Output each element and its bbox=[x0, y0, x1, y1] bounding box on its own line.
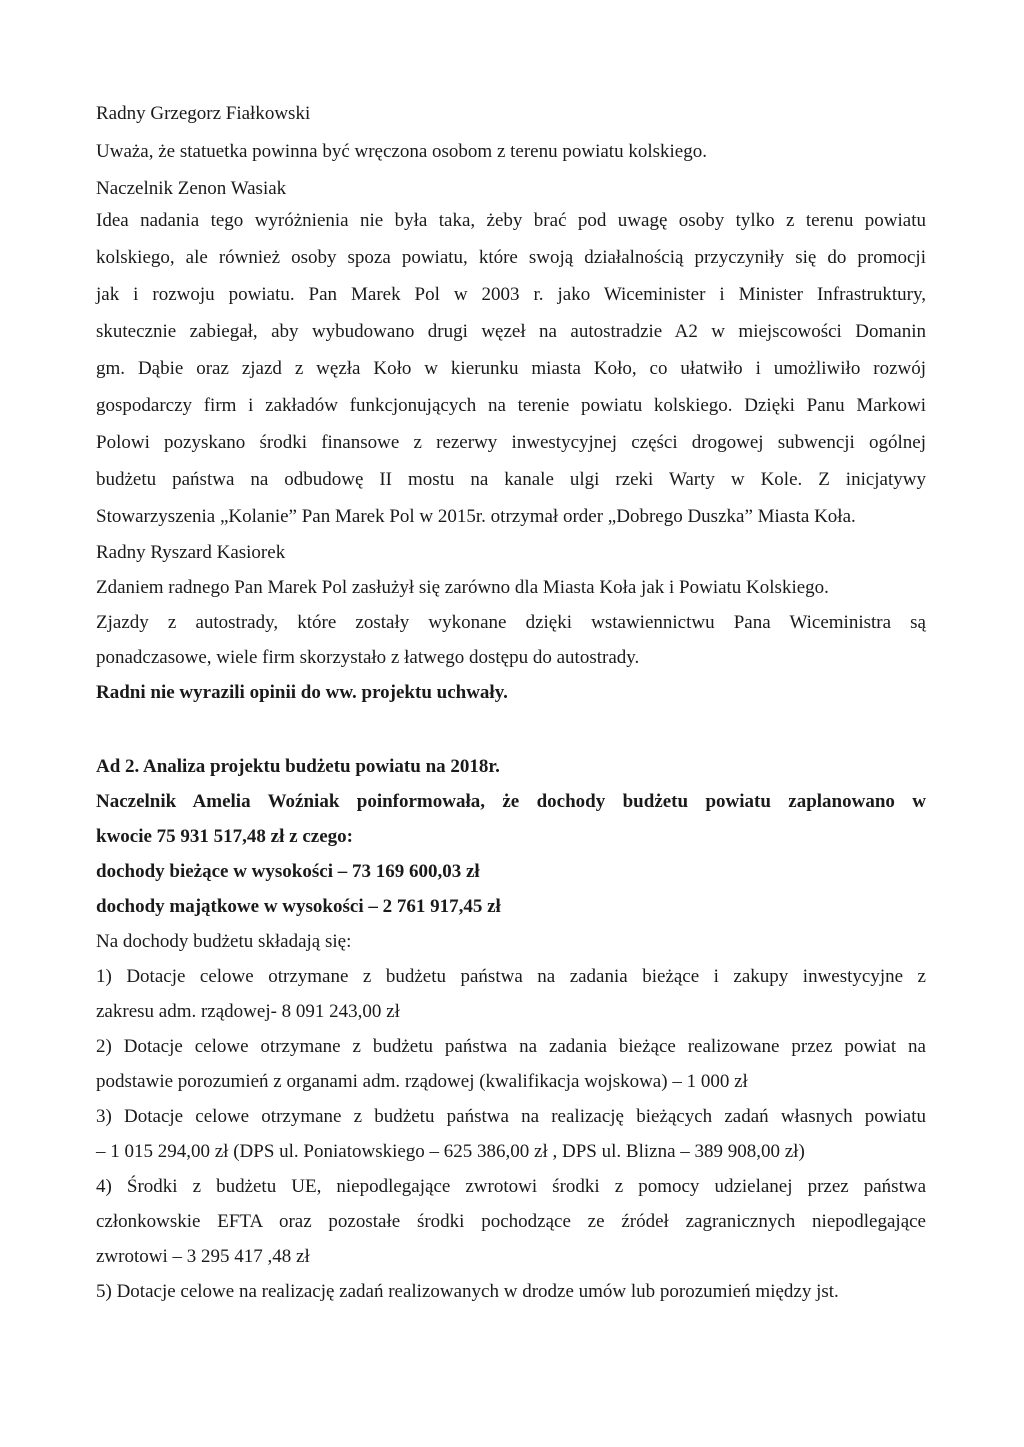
paragraph-line: gospodarczy firm i zakładów funkcjonujących na terenie powiatu kolskiego. Dzięki Panu Markowi bbox=[96, 395, 926, 416]
paragraph-line: gm. Dąbie oraz zjazd z węzła Koło w kierunku miasta Koło, co ułatwiło i umożliwiło rozwój bbox=[96, 358, 926, 379]
paragraph-line: skutecznie zabiegał, aby wybudowano drugi węzeł na autostradzie A2 w miejscowości Domanin bbox=[96, 321, 926, 342]
paragraph-line: Zdaniem radnego Pan Marek Pol zasłużył się zarówno dla Miasta Koła jak i Powiatu Kolskiego. bbox=[96, 577, 829, 598]
paragraph-line: Na dochody budżetu składają się: bbox=[96, 931, 352, 952]
paragraph-line: jak i rozwoju powiatu. Pan Marek Pol w 2003 r. jako Wiceminister i Minister Infrastruktury, bbox=[96, 284, 926, 305]
paragraph-line: kolskiego, ale również osoby spoza powiatu, które swoją działalnością przyczyniły się do promocji bbox=[96, 247, 926, 268]
paragraph-line: budżetu państwa na odbudowę II mostu na kanale ulgi rzeki Warty w Kole. Z inicjatywy bbox=[96, 469, 926, 490]
list-item-4-continued: zwrotowi – 3 295 417 ,48 zł bbox=[96, 1246, 310, 1267]
paragraph-line: Polowi pozyskano środki finansowe z rezerwy inwestycyjnej części drogowej subwencji ogólnej bbox=[96, 432, 926, 453]
paragraph-line: Uważa, że statuetka powinna być wręczona osobom z terenu powiatu kolskiego. bbox=[96, 141, 707, 162]
list-item-1: 1) Dotacje celowe otrzymane z budżetu państwa na zadania bieżące i zakupy inwestycyjne z bbox=[96, 966, 926, 987]
paragraph-line: ponadczasowe, wiele firm skorzystało z łatwego dostępu do autostrady. bbox=[96, 647, 640, 668]
speaker-heading: Radny Ryszard Kasiorek bbox=[96, 542, 286, 563]
list-item-4-continued: członkowskie EFTA oraz pozostałe środki pochodzące ze źródeł zagranicznych niepodlegające bbox=[96, 1211, 926, 1232]
current-income-line: dochody bieżące w wysokości – 73 169 600,03 zł bbox=[96, 861, 480, 882]
list-item-3-continued: – 1 015 294,00 zł (DPS ul. Poniatowskiego – 625 386,00 zł , DPS ul. Blizna – 389 908,00 zł) bbox=[96, 1141, 805, 1162]
list-item-3: 3) Dotacje celowe otrzymane z budżetu państwa na realizację bieżących zadań własnych powiatu bbox=[96, 1106, 926, 1127]
speaker-heading: Radny Grzegorz Fiałkowski bbox=[96, 103, 311, 124]
bold-paragraph-line: Naczelnik Amelia Woźniak poinformowała, że dochody budżetu powiatu zaplanowano w bbox=[96, 791, 926, 812]
section-heading: Ad 2. Analiza projektu budżetu powiatu na 2018r. bbox=[96, 756, 500, 777]
list-item-5: 5) Dotacje celowe na realizację zadań realizowanych w drodze umów lub porozumień między jst. bbox=[96, 1281, 839, 1302]
list-item-4: 4) Środki z budżetu UE, niepodlegające zwrotowi środki z pomocy udzielanej przez państwa bbox=[96, 1176, 926, 1197]
bold-paragraph-line: kwocie 75 931 517,48 zł z czego: bbox=[96, 826, 353, 847]
list-item-2-continued: podstawie porozumień z organami adm. rządowej (kwalifikacja wojskowa) – 1 000 zł bbox=[96, 1071, 748, 1092]
speaker-heading: Naczelnik Zenon Wasiak bbox=[96, 178, 287, 199]
paragraph-line: Idea nadania tego wyróżnienia nie była taka, żeby brać pod uwagę osoby tylko z terenu powiatu bbox=[96, 210, 926, 231]
property-income-line: dochody majątkowe w wysokości – 2 761 917,45 zł bbox=[96, 896, 501, 917]
paragraph-line: Stowarzyszenia „Kolanie” Pan Marek Pol w 2015r. otrzymał order „Dobrego Duszka” Miasta Koła. bbox=[96, 506, 856, 527]
paragraph-line: Zjazdy z autostrady, które zostały wykonane dzięki wstawiennictwu Pana Wiceministra są bbox=[96, 612, 926, 633]
list-item-2: 2) Dotacje celowe otrzymane z budżetu państwa na zadania bieżące realizowane przez powiat na bbox=[96, 1036, 926, 1057]
list-item-1-continued: zakresu adm. rządowej- 8 091 243,00 zł bbox=[96, 1001, 400, 1022]
bold-statement: Radni nie wyrazili opinii do ww. projektu uchwały. bbox=[96, 682, 508, 703]
